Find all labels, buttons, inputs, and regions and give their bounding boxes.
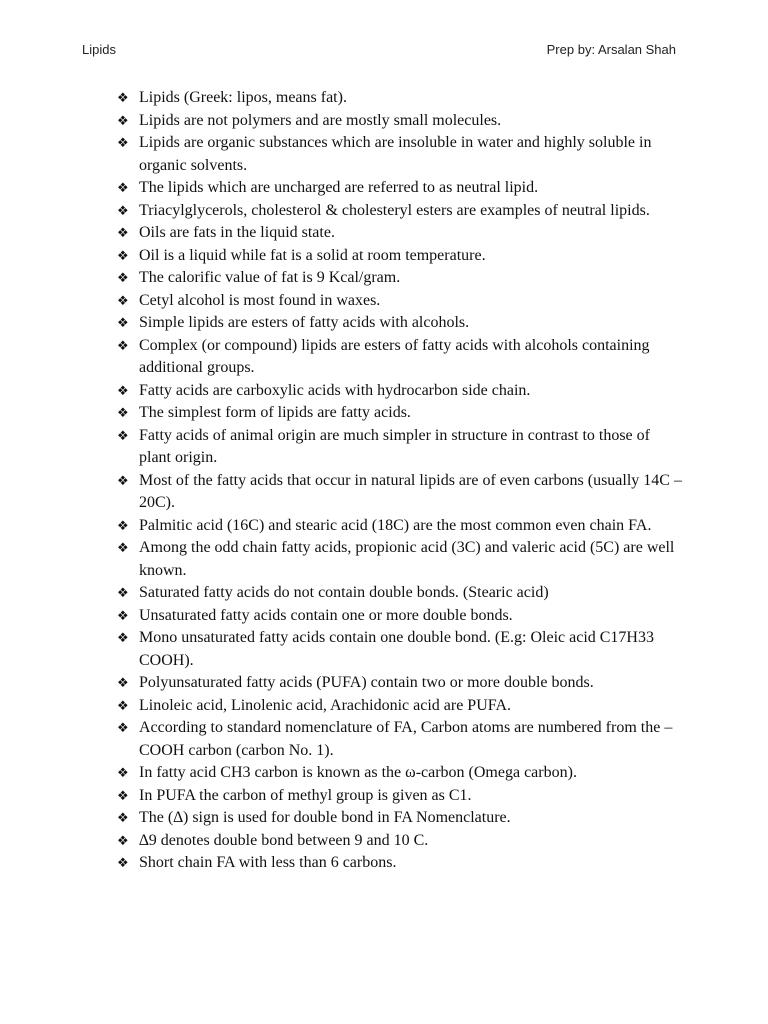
bullet-item: [117, 110, 682, 133]
bullet-text: Complex (or compound) lipids are esters of fatty acids with alcohols containing additional groups.: [139, 336, 650, 376]
diamond-bullet-icon: ❖: [117, 607, 129, 623]
bullet-text: Oil is a liquid while fat is a solid at room temperature.: [139, 246, 486, 264]
bullet-text: Oils are fats in the liquid state.: [139, 224, 335, 241]
diamond-bullet-icon: ❖: [117, 810, 129, 825]
bullet-text: Among the odd chain fatty acids, propionic acid (3C) and valeric acid (5C) are well known.: [139, 539, 675, 579]
diamond-bullet-icon: ❖: [117, 382, 129, 398]
bullet-text: Short chain FA with less than 6 carbons.: [139, 854, 397, 871]
bullet-item: [117, 425, 682, 470]
bullet-text: Fatty acids are carboxylic acids with hydrocarbon side chain.: [139, 381, 531, 399]
diamond-bullet-icon: ❖: [117, 90, 129, 105]
bullet-text: Saturated fatty acids do not contain double bonds. (Stearic acid): [139, 584, 549, 601]
bullet-text: Most of the fatty acids that occur in natural lipids are of even carbons (usually 14C – 20C).: [139, 471, 682, 511]
bullet-text: Cetyl alcohol is most found in waxes.: [139, 291, 381, 309]
header-author: Prep by: Arsalan Shah: [546, 42, 676, 57]
bullet-item: [117, 515, 682, 538]
bullet-text: Triacylglycerols, cholesterol & cholesteryl esters are examples of neutral lipids.: [139, 201, 650, 219]
bullet-item: [117, 830, 682, 853]
diamond-bullet-icon: ❖: [117, 112, 129, 128]
diamond-bullet-icon: ❖: [117, 292, 129, 308]
bullet-text: In PUFA the carbon of methyl group is given as C1.: [139, 786, 472, 804]
bullet-text: The calorific value of fat is 9 Kcal/gram.: [139, 269, 401, 286]
diamond-bullet-icon: ❖: [117, 697, 129, 713]
bullet-text: Mono unsaturated fatty acids contain one double bond. (E.g: Oleic acid C17H33 COOH).: [139, 629, 654, 669]
bullet-item: [117, 785, 682, 808]
bullet-text: The simplest form of lipids are fatty acids.: [139, 404, 411, 421]
bullet-item: [117, 290, 682, 313]
bullet-text: The (∆) sign is used for double bond in FA Nomenclature.: [139, 809, 511, 826]
diamond-bullet-icon: ❖: [117, 225, 129, 240]
diamond-bullet-icon: ❖: [117, 337, 129, 353]
diamond-bullet-icon: ❖: [117, 315, 129, 330]
bullet-item: [117, 312, 682, 335]
bullet-item: [117, 695, 682, 718]
bullet-item: [117, 245, 682, 268]
bullet-text: The lipids which are uncharged are referred to as neutral lipid.: [139, 179, 539, 196]
bullet-item: [117, 402, 682, 425]
diamond-bullet-icon: ❖: [117, 540, 129, 555]
bullet-item: [117, 177, 682, 200]
bullet-text: Linoleic acid, Linolenic acid, Arachidonic acid are PUFA.: [139, 696, 512, 714]
bullet-item: [117, 537, 682, 582]
diamond-bullet-icon: ❖: [117, 405, 129, 420]
diamond-bullet-icon: ❖: [117, 427, 129, 443]
diamond-bullet-icon: ❖: [117, 270, 129, 285]
bullet-item: [117, 807, 682, 830]
bullet-item: [117, 222, 682, 245]
diamond-bullet-icon: ❖: [117, 247, 129, 263]
bullet-item: [117, 470, 682, 515]
bullet-item: [117, 200, 682, 223]
bullet-text: Lipids are not polymers and are mostly small molecules.: [139, 111, 502, 129]
diamond-bullet-icon: ❖: [117, 855, 129, 870]
diamond-bullet-icon: ❖: [117, 472, 129, 488]
bullet-list: [117, 87, 682, 875]
bullet-item: [117, 605, 682, 628]
diamond-bullet-icon: ❖: [117, 202, 129, 218]
page-header: [82, 42, 676, 62]
diamond-bullet-icon: ❖: [117, 630, 129, 645]
diamond-bullet-icon: ❖: [117, 180, 129, 195]
diamond-bullet-icon: ❖: [117, 720, 129, 735]
bullet-text: Palmitic acid (16C) and stearic acid (18C) are the most common even chain FA.: [139, 516, 652, 534]
bullet-text: Polyunsaturated fatty acids (PUFA) contain two or more double bonds.: [139, 674, 594, 691]
bullet-item: [117, 132, 682, 177]
bullet-item: [117, 380, 682, 403]
bullet-text: Lipids (Greek: lipos, means fat).: [139, 89, 347, 106]
bullet-item: [117, 627, 682, 672]
bullet-item: [117, 335, 682, 380]
bullet-item: [117, 87, 682, 110]
bullet-text: Fatty acids of animal origin are much simpler in structure in contrast to those of plant origin.: [139, 426, 650, 466]
bullet-text: According to standard nomenclature of FA, Carbon atoms are numbered from the – COOH carbon (carbon No. 1).: [139, 719, 673, 759]
bullet-item: [117, 582, 682, 605]
diamond-bullet-icon: ❖: [117, 675, 129, 690]
diamond-bullet-icon: ❖: [117, 765, 129, 780]
diamond-bullet-icon: ❖: [117, 517, 129, 533]
diamond-bullet-icon: ❖: [117, 832, 129, 848]
bullet-item: [117, 267, 682, 290]
bullet-text: Lipids are organic substances which are insoluble in water and highly soluble in organic solvents.: [139, 134, 652, 174]
diamond-bullet-icon: ❖: [117, 787, 129, 803]
bullet-text: Simple lipids are esters of fatty acids with alcohols.: [139, 314, 470, 331]
bullet-item: [117, 852, 682, 875]
header-title: Lipids: [82, 42, 116, 57]
bullet-text: ∆9 denotes double bond between 9 and 10 C.: [139, 831, 429, 849]
bullet-text: In fatty acid CH3 carbon is known as the ω-carbon (Omega carbon).: [139, 764, 577, 781]
bullet-text: Unsaturated fatty acids contain one or more double bonds.: [139, 606, 513, 624]
diamond-bullet-icon: ❖: [117, 585, 129, 600]
bullet-item: [117, 717, 682, 762]
bullet-item: [117, 762, 682, 785]
diamond-bullet-icon: ❖: [117, 135, 129, 150]
bullet-item: [117, 672, 682, 695]
